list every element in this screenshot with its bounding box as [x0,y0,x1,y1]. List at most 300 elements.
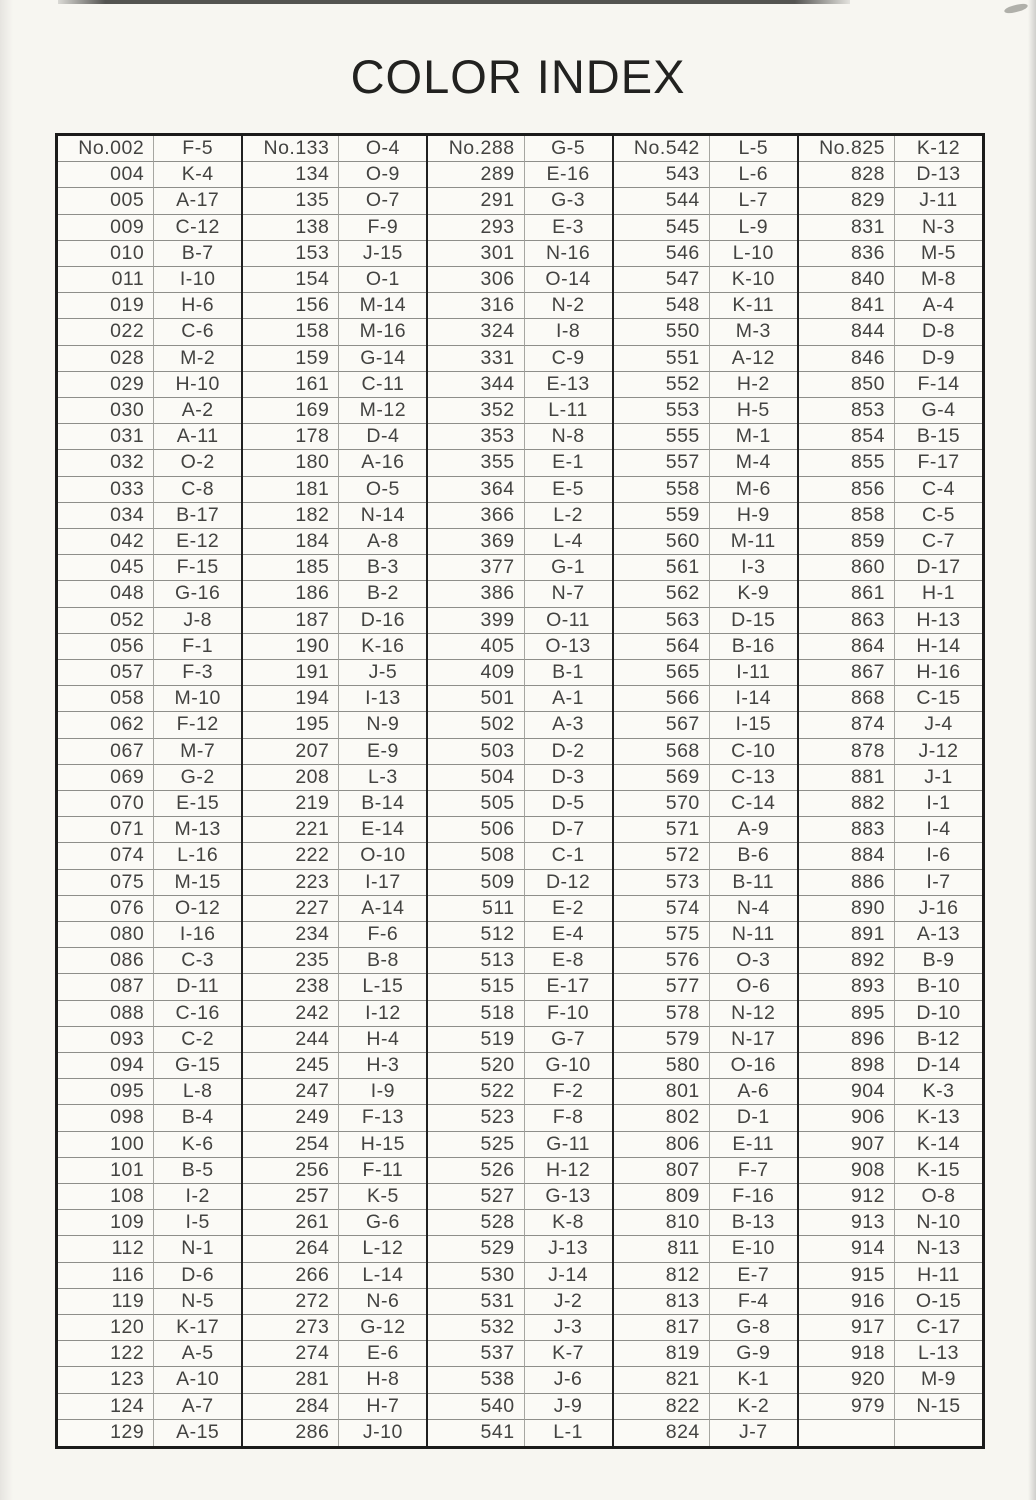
color-number-cell: 828 [799,162,895,188]
color-code-cell: M-9 [895,1367,982,1393]
color-code-cell: F-6 [339,922,426,948]
color-code-cell: N-14 [339,503,426,529]
color-number-cell: 912 [799,1184,895,1210]
color-number-cell: 575 [614,922,710,948]
color-code-cell: A-9 [710,817,797,843]
color-number-cell: 878 [799,739,895,765]
color-number-cell: 316 [428,293,524,319]
color-code-cell: F-5 [154,136,241,162]
color-number-cell: 190 [243,634,339,660]
color-number-cell: 042 [58,529,154,555]
color-number-cell: 238 [243,974,339,1000]
color-code-cell: I-13 [339,686,426,712]
color-code-cell: J-6 [525,1367,612,1393]
color-number-cell: 187 [243,608,339,634]
color-code-cell: E-10 [710,1236,797,1262]
color-code-cell: A-11 [154,424,241,450]
color-number-cell: 854 [799,424,895,450]
color-code-cell: B-9 [895,948,982,974]
color-number-cell: 916 [799,1289,895,1315]
color-number-cell: 071 [58,817,154,843]
color-code-cell: L-4 [525,529,612,555]
color-code-cell: J-3 [525,1315,612,1341]
color-number-cell: 572 [614,843,710,869]
color-code-cell: H-8 [339,1367,426,1393]
color-number-cell: 821 [614,1367,710,1393]
color-number-cell: 913 [799,1210,895,1236]
color-code-cell: M-10 [154,686,241,712]
color-code-cell: B-17 [154,503,241,529]
color-code-cell: J-7 [738,1421,768,1444]
color-number-cell: 550 [614,319,710,345]
color-code-cell: K-12 [895,136,982,162]
color-number-cell: 520 [428,1053,524,1079]
color-number-cell: 185 [243,555,339,581]
color-code-cell: O-15 [895,1289,982,1315]
color-code-cell: I-6 [895,843,982,869]
color-code-cell: I-7 [895,870,982,896]
color-number-cell: 527 [428,1184,524,1210]
color-code-cell: G-14 [339,346,426,372]
color-code-cell: O-13 [525,634,612,660]
scan-edge-top [58,0,850,4]
color-code-cell: K-15 [895,1158,982,1184]
color-code-cell: G-12 [339,1315,426,1341]
color-code-cell: K-11 [710,293,797,319]
color-code-cell: E-14 [339,817,426,843]
color-number-cell: 557 [614,450,710,476]
color-number-cell: 123 [58,1367,154,1393]
color-number-cell: 891 [799,922,895,948]
scan-edge-right [1028,0,1036,1500]
color-number-cell: 184 [243,529,339,555]
color-number-cell: 512 [428,922,524,948]
color-code-cell: A-6 [710,1079,797,1105]
color-code-cell: C-10 [710,739,797,765]
color-number-cell: 366 [428,503,524,529]
color-code-cell: H-16 [895,660,982,686]
color-number-cell: 505 [428,791,524,817]
color-number-cell: 056 [58,634,154,660]
color-number-cell: 355 [428,450,524,476]
color-code-cell: H-2 [710,372,797,398]
color-number-cell: 817 [614,1315,710,1341]
color-code-cell: K-17 [154,1315,241,1341]
color-number-cell: 273 [243,1315,339,1341]
color-number-cell: 194 [243,686,339,712]
color-number-cell: 069 [58,765,154,791]
color-code-cell: H-15 [339,1132,426,1158]
color-number-cell: 028 [58,346,154,372]
color-code-cell: E-6 [339,1341,426,1367]
color-code-cell: J-12 [895,739,982,765]
color-number-cell: 574 [614,896,710,922]
color-code-cell: M-14 [339,293,426,319]
color-number-cell: 169 [243,398,339,424]
color-code-cell: H-13 [895,608,982,634]
color-number-cell: 331 [428,346,524,372]
color-number-cell: 344 [428,372,524,398]
column-pair-5 [797,136,982,1446]
color-code-cell: C-12 [154,215,241,241]
color-code-cell: O-14 [525,267,612,293]
color-number-cell: 547 [614,267,710,293]
color-number-cell: 004 [58,162,154,188]
color-code-cell: D-16 [339,608,426,634]
color-number-cell: 513 [428,948,524,974]
color-number-cell: 537 [428,1341,524,1367]
color-number-cell: 553 [614,398,710,424]
color-code-cell: L-15 [339,974,426,1000]
color-number-cell: 864 [799,634,895,660]
color-code-cell: M-5 [895,241,982,267]
color-number-cell: 207 [243,739,339,765]
color-number-cell: 134 [243,162,339,188]
color-code-cell: K-5 [339,1184,426,1210]
color-code-cell: H-3 [339,1053,426,1079]
color-code-cell: B-3 [339,555,426,581]
color-code-cell: O-4 [339,136,426,162]
color-code-cell: O-10 [339,843,426,869]
color-number-cell: 538 [428,1367,524,1393]
color-number-cell: 266 [243,1263,339,1289]
color-number-cell: 841 [799,293,895,319]
color-number-cell: 881 [799,765,895,791]
color-code-cell: G-5 [525,136,612,162]
color-number-cell: 844 [799,319,895,345]
color-number-cell: 076 [58,896,154,922]
color-number-cell: 546 [614,241,710,267]
color-number-cell: 811 [614,1236,710,1262]
color-code-cell: I-10 [154,267,241,293]
color-code-cell: B-8 [339,948,426,974]
color-number-cell: 896 [799,1027,895,1053]
color-code-cell: E-9 [339,739,426,765]
color-number-cell: 029 [58,372,154,398]
color-code-cell: M-2 [154,346,241,372]
color-number-cell: 858 [799,503,895,529]
color-code-cell: I-9 [339,1079,426,1105]
color-number-cell: 568 [614,739,710,765]
color-number-cell: 801 [614,1079,710,1105]
color-code-cell: B-11 [710,870,797,896]
color-number-cell: 836 [799,241,895,267]
color-code-cell: K-13 [895,1105,982,1131]
color-number-cell: 116 [58,1263,154,1289]
color-code-cell: D-10 [895,1001,982,1027]
color-code-cell: D-8 [895,319,982,345]
color-number-cell: 369 [428,529,524,555]
color-number-cell: 062 [58,712,154,738]
color-code-cell: D-3 [525,765,612,791]
color-number-cell: 893 [799,974,895,1000]
color-code-cell: C-4 [895,477,982,503]
color-code-cell: L-16 [154,843,241,869]
color-number-cell: 272 [243,1289,339,1315]
color-number-cell: 541 [428,1420,524,1446]
color-number-cell: 569 [614,765,710,791]
color-code-cell: L-6 [710,162,797,188]
color-code-cell: K-2 [710,1394,797,1420]
color-code-cell: J-11 [895,188,982,214]
color-code-cell: J-15 [339,241,426,267]
color-code-cell: N-9 [339,712,426,738]
color-number-cell: 529 [428,1236,524,1262]
color-number-cell: 161 [243,372,339,398]
color-code-cell: N-6 [339,1289,426,1315]
color-code-cell: I-5 [154,1210,241,1236]
color-code-cell: C-2 [154,1027,241,1053]
color-code-cell: B-4 [154,1105,241,1131]
color-number-cell: 291 [428,188,524,214]
color-code-cell: G-10 [525,1053,612,1079]
color-number-cell: 109 [58,1210,154,1236]
color-code-cell: M-3 [710,319,797,345]
color-code-cell: E-4 [525,922,612,948]
color-code-cell: O-16 [710,1053,797,1079]
color-number-cell: 863 [799,608,895,634]
color-code-cell: I-14 [710,686,797,712]
color-number-cell: 861 [799,581,895,607]
color-code-cell: L-12 [339,1236,426,1262]
color-number-cell: 377 [428,555,524,581]
column-pair-1 [58,136,241,1446]
color-code-cell: D-14 [895,1053,982,1079]
color-number-cell: 812 [614,1263,710,1289]
color-code-cell: G-11 [525,1132,612,1158]
color-code-cell: G-8 [710,1315,797,1341]
color-code-cell: N-12 [710,1001,797,1027]
color-code-cell: M-16 [339,319,426,345]
color-code-cell: E-3 [525,215,612,241]
color-number-cell: 289 [428,162,524,188]
color-number-cell: 853 [799,398,895,424]
color-number-cell: 245 [243,1053,339,1079]
color-code-cell: N-3 [895,215,982,241]
color-code-cell: D-1 [710,1105,797,1131]
color-number-cell: 886 [799,870,895,896]
color-number-cell: 009 [58,215,154,241]
color-code-cell: A-15 [176,1421,220,1444]
color-number-cell: 124 [58,1394,154,1420]
color-code-cell: A-5 [154,1341,241,1367]
color-number-cell: 555 [614,424,710,450]
column-pair-3 [426,136,611,1446]
column-pair-2 [241,136,426,1446]
color-code-cell: L-10 [710,241,797,267]
color-number-cell: 409 [428,660,524,686]
color-number-cell: 100 [58,1132,154,1158]
color-number-cell: 005 [58,188,154,214]
color-code-cell: J-14 [525,1263,612,1289]
color-code-cell: A-14 [339,896,426,922]
color-number-cell: 120 [58,1315,154,1341]
color-code-cell: H-7 [339,1394,426,1420]
color-number-cell: 503 [428,739,524,765]
color-code-cell: D-6 [154,1263,241,1289]
color-number-cell: 219 [243,791,339,817]
color-number-cell: 181 [243,477,339,503]
color-number-cell: 548 [614,293,710,319]
color-code-cell: O-3 [710,948,797,974]
color-number-cell: 222 [243,843,339,869]
color-number-cell: 227 [243,896,339,922]
color-number-cell: 552 [614,372,710,398]
color-code-cell: K-7 [525,1341,612,1367]
color-code-cell: D-15 [710,608,797,634]
color-code-cell: A-8 [339,529,426,555]
color-code-cell: B-7 [154,241,241,267]
color-code-cell: F-16 [710,1184,797,1210]
color-number-cell: 074 [58,843,154,869]
color-code-cell: N-7 [525,581,612,607]
color-code-cell [895,1420,982,1446]
color-code-cell: A-16 [339,450,426,476]
color-code-cell: E-13 [525,372,612,398]
color-code-cell: M-4 [710,450,797,476]
color-number-cell: 098 [58,1105,154,1131]
color-number-cell: 562 [614,581,710,607]
color-number-cell: No.825 [799,136,895,162]
color-code-cell: L-8 [154,1079,241,1105]
color-number-cell: 195 [243,712,339,738]
color-code-cell: F-1 [154,634,241,660]
color-number-cell: 855 [799,450,895,476]
color-number-cell: 502 [428,712,524,738]
color-number-cell: 822 [614,1394,710,1420]
color-code-cell: F-15 [154,555,241,581]
color-number-cell: 917 [799,1315,895,1341]
color-code-cell: L-5 [710,136,797,162]
color-number-cell: 509 [428,870,524,896]
color-number-cell: 819 [614,1341,710,1367]
color-number-cell: 567 [614,712,710,738]
color-code-cell: N-5 [154,1289,241,1315]
color-code-cell: B-13 [710,1210,797,1236]
color-code-cell: I-2 [154,1184,241,1210]
color-code-cell: N-11 [710,922,797,948]
color-code-cell: N-17 [710,1027,797,1053]
color-number-cell: 129 [58,1420,154,1446]
color-code-cell: K-9 [710,581,797,607]
color-number-cell: 806 [614,1132,710,1158]
color-number-cell: 075 [58,870,154,896]
color-code-cell: E-7 [710,1263,797,1289]
color-number-cell: 867 [799,660,895,686]
color-code-cell: F-14 [895,372,982,398]
color-code-cell: K-10 [710,267,797,293]
color-number-cell: 522 [428,1079,524,1105]
color-code-cell: F-13 [339,1105,426,1131]
color-code-cell: A-13 [895,922,982,948]
color-number-cell: 809 [614,1184,710,1210]
color-index-table [55,133,985,1449]
color-code-cell: I-15 [710,712,797,738]
color-code-cell: A-1 [525,686,612,712]
color-code-cell: A-17 [154,188,241,214]
color-code-cell: O-7 [339,188,426,214]
color-code-cell: F-8 [525,1105,612,1131]
color-number-cell: 807 [614,1158,710,1184]
color-code-cell: K-16 [339,634,426,660]
color-number-cell: 802 [614,1105,710,1131]
color-code-cell: I-12 [339,1001,426,1027]
color-code-cell: B-16 [710,634,797,660]
color-number-cell: 158 [243,319,339,345]
color-code-cell: L-11 [525,398,612,424]
color-number-cell: 178 [243,424,339,450]
color-number-cell: 057 [58,660,154,686]
color-code-cell: C-13 [710,765,797,791]
color-number-cell: 256 [243,1158,339,1184]
color-code-cell: F-9 [339,215,426,241]
color-code-cell: A-3 [525,712,612,738]
color-code-cell: E-11 [710,1132,797,1158]
color-number-cell: 573 [614,870,710,896]
color-number-cell: 892 [799,948,895,974]
color-code-cell: H-10 [154,372,241,398]
color-number-cell: 122 [58,1341,154,1367]
color-number-cell: 191 [243,660,339,686]
color-code-cell: D-11 [154,974,241,1000]
color-code-cell: D-4 [339,424,426,450]
color-number-cell: 306 [428,267,524,293]
color-code-cell: G-15 [154,1053,241,1079]
color-number-cell: 235 [243,948,339,974]
color-number-cell: 156 [243,293,339,319]
color-number-cell: 034 [58,503,154,529]
color-code-cell: G-9 [710,1341,797,1367]
color-code-cell: B-14 [339,791,426,817]
color-code-cell: C-15 [895,686,982,712]
color-code-cell: K-8 [525,1210,612,1236]
color-code-cell: C-7 [895,529,982,555]
color-number-cell: 824 [614,1420,710,1446]
color-code-cell: M-6 [710,477,797,503]
color-number-cell: 504 [428,765,524,791]
color-number-cell: 904 [799,1079,895,1105]
color-number-cell: 261 [243,1210,339,1236]
color-code-cell: C-9 [525,346,612,372]
color-number-cell: 067 [58,739,154,765]
color-number-cell: No.133 [243,136,339,162]
color-number-cell: 508 [428,843,524,869]
color-number-cell: 353 [428,424,524,450]
color-code-cell: D-7 [525,817,612,843]
color-number-cell: 274 [243,1341,339,1367]
color-number-cell: 860 [799,555,895,581]
color-code-cell: K-3 [895,1079,982,1105]
color-code-cell: N-13 [895,1236,982,1262]
color-code-cell: F-17 [895,450,982,476]
color-code-cell: L-3 [339,765,426,791]
color-code-cell: J-4 [895,712,982,738]
color-code-cell: E-8 [525,948,612,974]
color-code-cell: C-17 [895,1315,982,1341]
color-code-cell: H-1 [895,581,982,607]
color-number-cell: 080 [58,922,154,948]
color-number-cell: 011 [58,267,154,293]
color-number-cell: 882 [799,791,895,817]
color-number-cell: 284 [243,1394,339,1420]
color-number-cell: 530 [428,1263,524,1289]
color-number-cell: 019 [58,293,154,319]
color-number-cell: 526 [428,1158,524,1184]
color-number-cell: 180 [243,450,339,476]
color-code-cell: J-5 [339,660,426,686]
color-code-cell: M-11 [710,529,797,555]
color-number-cell: 551 [614,346,710,372]
